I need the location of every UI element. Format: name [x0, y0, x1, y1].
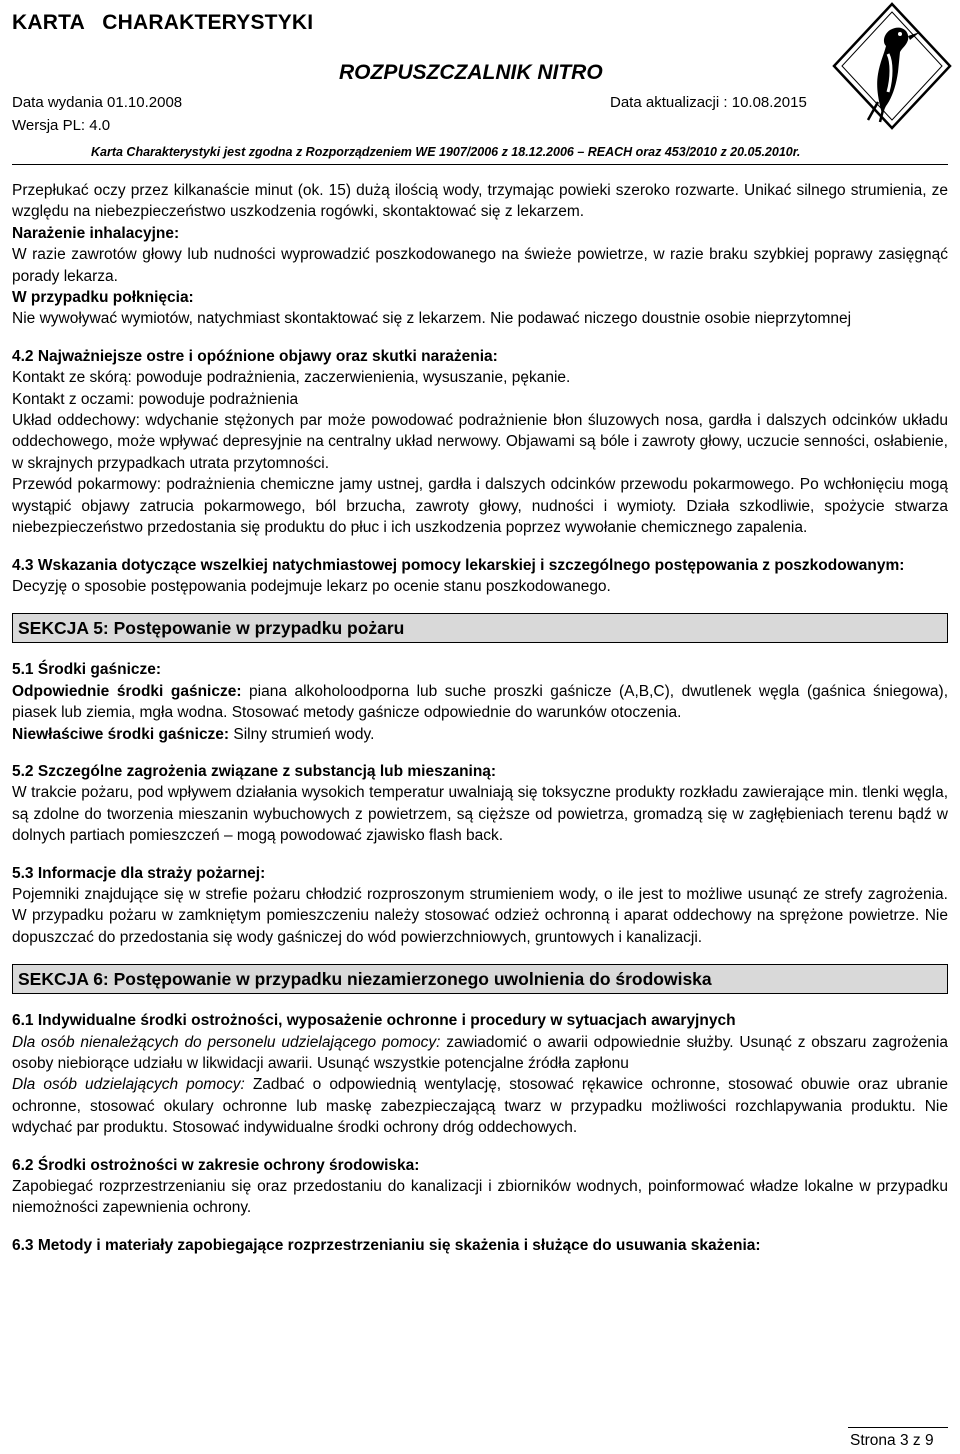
section-4-3-heading: 4.3 Wskazania dotyczące wszelkiej natychmiastowej pomocy lekarskiej i szczególnego postępowania z poszkodowanym: [12, 556, 905, 574]
non-emergency-personnel [12, 1032, 948, 1075]
suitable-media-label: Odpowiednie środki gaśnicze: [12, 682, 242, 700]
eye-contact-text: Przepłukać oczy przez kilkanaście minut (ok. 15) dużą ilością wody, trzymając powieki szeroko rozwarte. Unikać silnego strumienia, ze względu na niebezpieczeństwo uszkodzenia rogówki, skontaktować się z lekarzem. [12, 182, 948, 221]
emergency-label: Dla osób udzielających pomocy: [12, 1076, 245, 1094]
non-emergency-text: zawiadomić o awarii odpowiednie służby. Usunąć z obszaru zagrożenia osoby niebiorące udziału w likwidacji awarii. Usunąć wszystkie potencjalne źródła zapłonu [12, 1033, 948, 1072]
unsuitable-extinguishing-media [12, 724, 948, 745]
issue-date: Data wydania 01.10.2008 [12, 94, 183, 111]
product-name: ROZPUSZCZALNIK NITRO [339, 61, 603, 84]
section-5-3-text: Pojemniki znajdujące się w strefie pożaru chłodzić rozproszonym strumieniem wody, o ile jest to możliwe usunąć ze strefy zagrożenia. W przypadku pożaru w zamkniętym pomieszczeniu należy stosować odzież ochronną i aparat oddechowy na sprężone powietrze. Nie dopuszczać do przedostania się wody gaśniczej do wód powierzchniowych, gruntowych i kanalizacji. [12, 885, 948, 946]
regulation-note: Karta Charakterystyki jest zgodna z Rozporządzeniem WE 1907/2006 z 18.12.2006 – REACH oraz 453/2010 z 20.05.2010r. [91, 145, 801, 159]
swallow-heading: W przypadku połknięcia: [12, 289, 194, 307]
non-emergency-label: Dla osób nienależących do personelu udzielającego pomocy: [12, 1033, 441, 1051]
section-6-2-text: Zapobiegać rozprzestrzenianiu się oraz przedostaniu do kanalizacji i zbiorników wodnych, poinformować władze lokalne w przypadku niemożności zapewnienia ochrony. [12, 1178, 948, 1217]
header-divider [12, 164, 948, 165]
section-5-3-heading: 5.3 Informacje dla straży pożarnej: [12, 864, 266, 882]
section-6-3-heading: 6.3 Metody i materiały zapobiegające rozprzestrzenianiu się skażenia i służące do usuwania skażenia: [12, 1236, 761, 1254]
section-5-2-text: W trakcie pożaru, pod wpływem działania wysokich temperatur uwalniają się toksyczne produkty rozkładu zawierające min. tlenki węgla, są zdolne do tworzenia mieszanin wybuchowych z powietrzem, są cięższe od powietrza, gromadzą się w zagłębieniach terenu bądź w dolnych partiach pomieszczeń – mogą powodować zjawisko flash back. [12, 784, 948, 845]
version-label: Wersja PL: 4.0 [12, 117, 111, 134]
emergency-text: Zadbać o odpowiednią wentylację, stosować rękawice ochronne, stosować obuwie oraz ubranie ochronne, stosować okulary ochronne lub maskę zabezpieczającą twarz w przypadku możliwości rozchlapywania produktu. Nie wdychać par produktu. Stosować indywidualne środki ochrony dróg oddechowych. [12, 1076, 948, 1137]
section-6-title: SEKCJA 6: Postępowanie w przypadku niezamierzonego uwolnienia do środowiska [12, 964, 948, 994]
document-header [12, 0, 948, 170]
update-date: Data aktualizacji : 10.08.2015 [610, 94, 807, 111]
suitable-media-text: piana alkoholoodporna lub suche proszki gaśnicze (A,B,C), dwutlenek węgla (gaśnica śniegowa), piasek lub ziemia, mgła wodna. Stosować metody gaśnicze odpowiednie do warunków otoczenia. [12, 682, 948, 722]
section-5-1-heading: 5.1 Środki gaśnicze: [12, 661, 162, 679]
section-4-2-heading: 4.2 Najważniejsze ostre i opóźnione objawy oraz skutki narażenia: [12, 347, 498, 365]
section-4-3-text: Decyzję o sposobie postępowania podejmuje lekarz po ocenie stanu poszkodowanego. [12, 577, 611, 595]
swallow-text: Nie wywoływać wymiotów, natychmiast skontaktować się z lekarzem. Nie podawać niczego doustnie osobie nieprzytomnej [12, 310, 852, 328]
respiratory-effects: Układ oddechowy: wdychanie stężonych par może powodować podrażnienie błon śluzowych nosa, gardła i dalszych odcinków układu oddechowego, może wpływać depresyjnie na centralny układ nerwowy. Objawami są bóle i zawroty głowy, uczucie senności, osłabienie, w skrajnych przypadkach utrata przytomności. [12, 412, 948, 472]
footer-divider [848, 1427, 948, 1428]
page-number: Strona 3 z 9 [850, 1432, 934, 1449]
inhalation-text: W razie zawrotów głowy lub nudności wyprowadzić poszkodowanego na świeże powietrze, w razie braku szybkiej poprawy zasięgnąć porady lekarza. [12, 246, 948, 285]
section-5-2-heading: 5.2 Szczególne zagrożenia związane z substancją lub mieszaniną: [12, 762, 497, 780]
document-title: KARTA CHARAKTERYSTYKI [12, 11, 314, 34]
section-5-title: SEKCJA 5: Postępowanie w przypadku pożaru [12, 613, 948, 643]
section-6-1-heading: 6.1 Indywidualne środki ostrożności, wyposażenie ochronne i procedury w sytuacjach awaryjnych [12, 1012, 736, 1030]
unsuitable-media-label: Niewłaściwe środki gaśnicze: [12, 725, 230, 743]
eye-contact-effects: Kontakt z oczami: powoduje podrażnienia [12, 390, 299, 408]
document-body [12, 180, 948, 1256]
suitable-extinguishing-media [12, 681, 948, 724]
magpie-logo-icon [832, 2, 952, 130]
emergency-responders [12, 1074, 948, 1138]
digestive-effects: Przewód pokarmowy: podrażnienia chemiczne jamy ustnej, gardła i dalszych odcinków przewodu pokarmowego. Po wchłonięciu mogą wystąpić objawy zatrucia pokarmowego, ból brzucha, zawroty głowy, nudności i wymioty. Działa szkodliwie, spożycie stwarza niebezpieczeństwo przedostania się produktu do płuc i ich uszkodzenia poprzez wywołanie chemicznego zapalenia. [12, 476, 948, 537]
inhalation-heading: Narażenie inhalacyjne: [12, 224, 180, 242]
section-6-2-heading: 6.2 Środki ostrożności w zakresie ochrony środowiska: [12, 1156, 420, 1174]
skin-contact-text: Kontakt ze skórą: powoduje podrażnienia, zaczerwienienia, wysuszanie, pękanie. [12, 369, 571, 387]
unsuitable-media-text: Silny strumień wody. [229, 725, 375, 743]
